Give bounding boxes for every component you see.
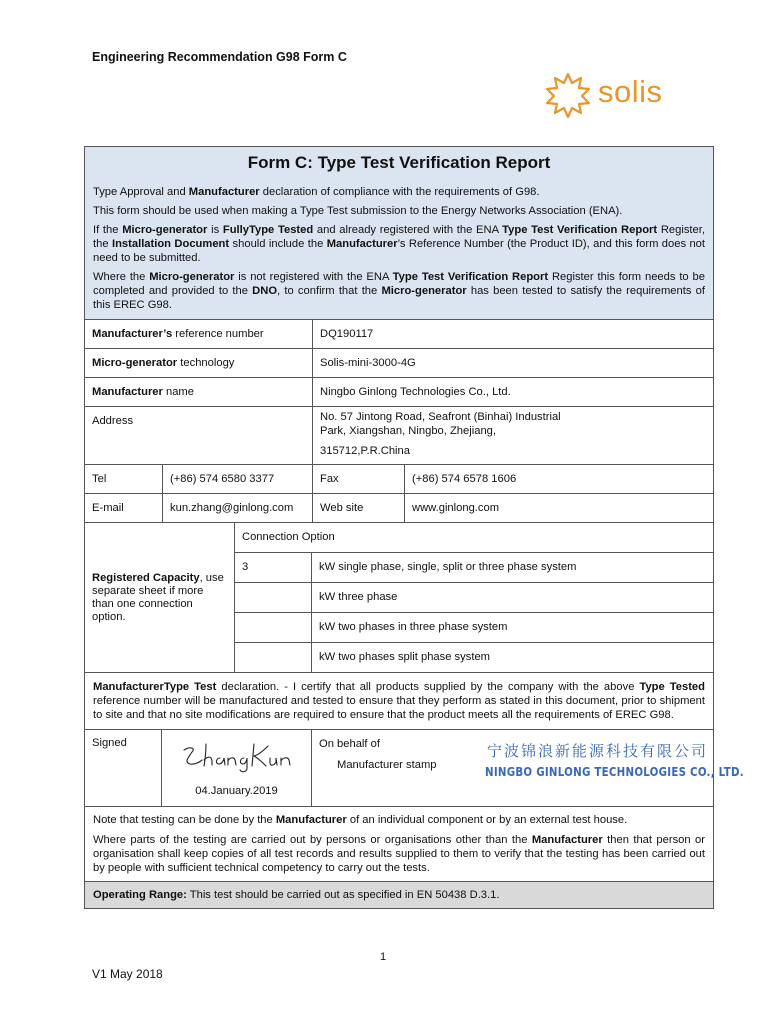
intro-section	[85, 147, 713, 320]
footer-version: V1 May 2018	[92, 967, 163, 981]
address-row	[85, 407, 713, 465]
connection-options	[235, 523, 713, 672]
email-value[interactable]: kun.zhang@ginlong.com	[162, 494, 312, 522]
manufacturer-declaration: ManufacturerType Test declaration. - I certify that all products supplied by the company with the above Type Tested reference number will be manufactured and tested to ensure that they perform as stated in this document, prior to shipment to site and that no site modifications are required to ensure that the product meets all the requirements of EREC G98.	[85, 673, 713, 730]
form-title: Form C: Type Test Verification Report	[247, 153, 551, 172]
technology-value[interactable]: Solis-mini-3000-4G	[312, 349, 713, 377]
tel-label: Tel	[92, 473, 107, 485]
signature-cell	[162, 730, 312, 806]
signed-label: Signed	[85, 730, 162, 806]
registered-capacity-label: Registered Capacity, use separate sheet if more than one connection option.	[85, 523, 235, 672]
email-label: E-mail	[92, 502, 124, 514]
manufacturer-stamp	[479, 730, 744, 806]
registered-capacity-section	[85, 523, 713, 673]
connection-option-desc: kW single phase, single, split or three phase system	[319, 561, 577, 573]
manufacturer-name-value[interactable]: Ningbo Ginlong Technologies Co., Ltd.	[312, 378, 713, 406]
manufacturer-name-label: Manufacturer name	[92, 386, 194, 398]
connection-option-value[interactable]	[235, 643, 312, 672]
fax-value[interactable]: (+86) 574 6578 1606	[404, 465, 713, 493]
technology-label: Micro-generator technology	[92, 357, 235, 369]
manufacturer-name-row	[85, 378, 713, 407]
intro-paragraph-1: Type Approval and Manufacturer declaration of compliance with the requirements of G98.	[93, 186, 540, 198]
connection-option-desc: kW three phase	[319, 591, 398, 603]
connection-option-desc: kW two phases in three phase system	[319, 621, 508, 633]
reference-number-row	[85, 320, 713, 349]
intro-paragraph-4: Where the Micro-generator is not registered with the ENA Type Test Verification Report Register this form needs to be completed and provided to the DNO, to confirm that the Micro-generator has been tested to satisfy the requirements of this EREC G98.	[93, 271, 705, 311]
connection-option-heading: Connection Option	[242, 531, 335, 543]
reference-number-value[interactable]: DQ190117	[312, 320, 713, 348]
signature-image	[170, 736, 302, 776]
logo-wordmark: solis	[598, 74, 663, 109]
on-behalf-label: On behalf of	[319, 738, 380, 750]
website-label: Web site	[312, 494, 404, 522]
connection-option-row	[235, 643, 713, 672]
connection-option-value[interactable]	[235, 583, 312, 612]
stamp-chinese-text: 宁波锦浪新能源科技有限公司	[487, 742, 709, 760]
form-c-box	[84, 146, 744, 909]
connection-option-desc: kW two phases split phase system	[319, 651, 490, 663]
manufacturer-stamp-label: Manufacturer stamp	[337, 759, 437, 771]
solis-logo	[542, 70, 682, 120]
intro-paragraph-2: This form should be used when making a Type Test submission to the Energy Networks Association (ENA).	[93, 205, 623, 217]
signed-row	[85, 730, 744, 807]
tel-fax-row	[85, 465, 713, 494]
intro-paragraph-3: If the Micro-generator is FullyType Tested and already registered with the ENA Type Test Verification Report Register, the Installation Document should include the Manufacturer’s Reference Number (the Product ID), and this form does not need to be submitted.	[93, 224, 706, 264]
address-label: Address	[92, 415, 134, 427]
technology-row	[85, 349, 713, 378]
connection-option-heading-row	[235, 523, 713, 553]
testing-notes	[85, 807, 713, 882]
connection-option-value[interactable]: 3	[235, 553, 312, 582]
fax-label: Fax	[312, 465, 404, 493]
operating-range-row: Operating Range: This test should be carried out as specified in EN 50438 D.3.1.	[85, 882, 713, 908]
note-paragraph-2: Where parts of the testing are carried out by persons or organisations other than the Manufacturer then that person or organisation shall keep copies of all test records and results supplied to them to verify that the testing has been carried out by people with sufficient technical competency to carry out the tests.	[93, 834, 705, 874]
email-web-row	[85, 494, 713, 523]
signature-date[interactable]: 04.January.2019	[195, 785, 278, 797]
sun-icon	[542, 70, 594, 120]
stamp-english-text: NINGBO GINLONG TECHNOLOGIES CO., LTD.	[485, 764, 744, 779]
connection-option-value[interactable]	[235, 613, 312, 642]
reference-number-label: Manufacturer’s reference number	[92, 328, 264, 340]
tel-value[interactable]: (+86) 574 6580 3377	[162, 465, 312, 493]
website-value[interactable]: www.ginlong.com	[404, 494, 713, 522]
page-number: 1	[380, 951, 387, 963]
address-value[interactable]: No. 57 Jintong Road, Seafront (Binhai) Industrial Park, Xiangshan, Ningbo, Zhejiang, 315712,P.R.China	[312, 407, 713, 464]
connection-option-row	[235, 583, 713, 613]
document-header: Engineering Recommendation G98 Form C	[92, 50, 347, 64]
connection-option-row	[235, 613, 713, 643]
connection-option-row	[235, 553, 713, 583]
on-behalf-cell	[312, 730, 479, 806]
note-paragraph-1: Note that testing can be done by the Manufacturer of an individual component or by an external test house.	[93, 814, 628, 826]
